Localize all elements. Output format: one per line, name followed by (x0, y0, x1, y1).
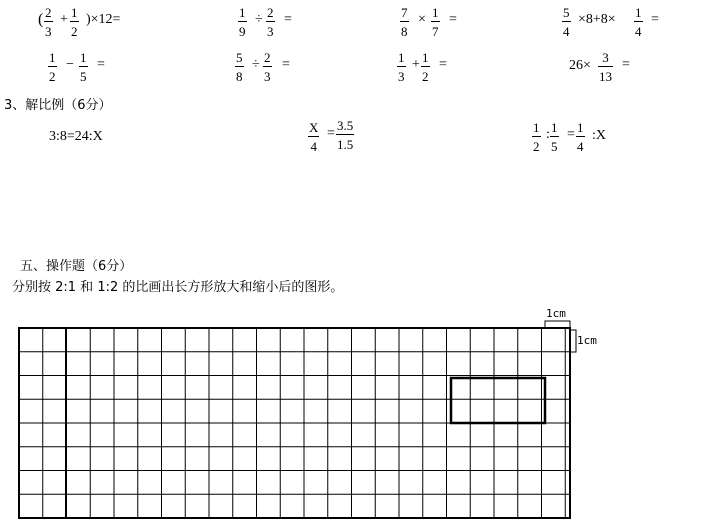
fraction: $\frac{1}{5}$ (80, 50, 87, 84)
equals-sign: = (449, 12, 457, 27)
left-paren: ( (38, 11, 44, 28)
fraction: $\frac{5}{8}$ (236, 50, 243, 84)
scale-label-vertical: 1cm (577, 334, 597, 347)
equals-sign: = (622, 57, 630, 72)
expression-middle: ×8+8× (578, 12, 616, 27)
proportion-1: 3:8=24:X (49, 129, 103, 144)
plus-sign: + (60, 12, 68, 27)
fraction: $\frac{1}{3}$ (398, 50, 405, 84)
fraction: $\frac{3}{13}$ (599, 50, 612, 84)
fraction: $\frac{2}{3}$ (264, 50, 271, 84)
fraction: $\frac{1}{2}$ (71, 5, 78, 39)
equals-sign: = (439, 57, 447, 72)
fraction: $\frac{1}{7}$ (432, 5, 439, 39)
fraction: $\frac{7}{8}$ (401, 5, 408, 39)
fraction: $\frac{2}{3}$ (267, 5, 274, 39)
scale-bracket-horizontal (545, 321, 570, 328)
fraction: $\frac{1}{2}$ (49, 50, 56, 84)
fraction: $\frac{1}{4}$ (577, 120, 584, 154)
fraction: $\frac{2}{3}$ (45, 5, 52, 39)
fraction: $\frac{1}{5}$ (551, 120, 558, 154)
divide-sign: ÷ (255, 12, 263, 27)
equals-sign: = (282, 57, 290, 72)
expression-tail: )×12= (86, 12, 121, 27)
colon: : (546, 127, 550, 142)
equals-sign: = (567, 127, 575, 142)
equals-sign: = (327, 126, 335, 141)
plus-sign: + (412, 57, 420, 72)
original-rectangle (451, 378, 545, 423)
times-sign: × (418, 12, 426, 27)
expression-prefix: 26× (569, 58, 591, 73)
fraction: $\frac{1}{2}$ (533, 120, 540, 154)
divide-sign: ÷ (252, 57, 260, 72)
section-3-heading: 3、解比例（6分） (4, 98, 112, 113)
ratio-tail: :X (592, 128, 606, 143)
fraction: $\frac{1}{2}$ (422, 50, 429, 84)
scale-label-horizontal: 1cm (546, 307, 566, 320)
fraction: $\frac{1}{9}$ (239, 5, 246, 39)
equals-sign: = (97, 57, 105, 72)
instruction-text: 分别按 2:1 和 1:2 的比画出长方形放大和缩小后的图形。 (12, 280, 344, 295)
equals-sign: = (284, 12, 292, 27)
fraction: $\frac{1}{4}$ (635, 5, 642, 39)
fraction: $\frac{X}{4}$ (309, 120, 319, 154)
fraction: $\frac{5}{4}$ (563, 5, 570, 39)
section-5-heading: 五、操作题（6分） (20, 259, 133, 274)
minus-sign: − (66, 57, 74, 72)
equals-sign: = (651, 12, 659, 27)
fraction: $\frac{3.5}{1.5}$ (337, 118, 354, 152)
